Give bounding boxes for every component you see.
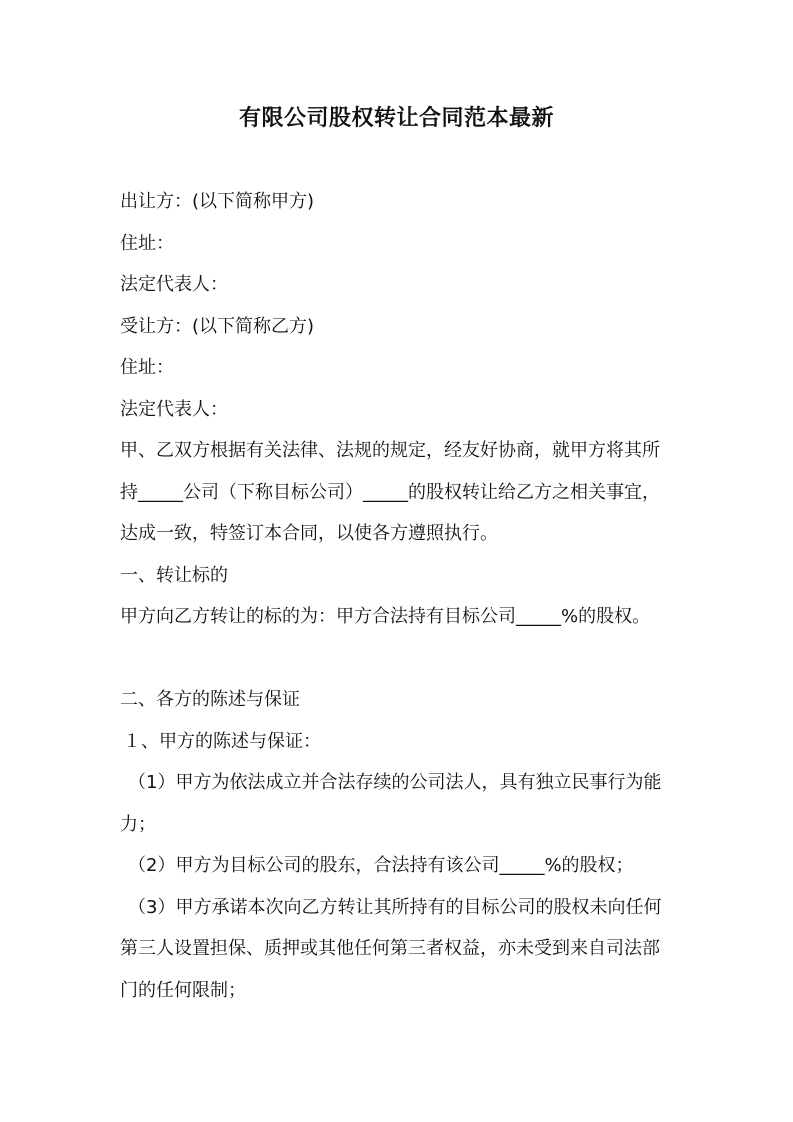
section-heading: 二、各方的陈述与保证 <box>120 689 300 710</box>
clause-line: （3）甲方承诺本次向乙方转让其所持有的目标公司的股权未向任何 <box>128 896 662 918</box>
document-title: 有限公司股权转让合同范本最新 <box>238 106 554 131</box>
clause-line: 门的任何限制； <box>120 979 246 1001</box>
clause-line: 第三人设置担保、质押或其他任何第三者权益，亦未受到来自司法部 <box>120 938 660 959</box>
preamble-line: 甲、乙双方根据有关法律、法规的规定，经友好协商，就甲方将其所 <box>120 440 660 461</box>
preamble-line: 持_____公司（下称目标公司）_____的股权转让给乙方之相关事宜， <box>120 481 660 503</box>
clause-line: （2）甲方为目标公司的股东，合法持有该公司_____%的股权； <box>128 855 634 876</box>
transferor-legal-rep-line: 法定代表人： <box>120 274 228 295</box>
transferee-legal-rep-line: 法定代表人： <box>120 398 228 420</box>
clause-line: 力； <box>120 813 156 835</box>
section-text: 甲方向乙方转让的标的为：甲方合法持有目标公司_____%的股权。 <box>120 606 651 627</box>
transferor-address-line: 住址： <box>120 232 174 254</box>
section-heading: 一、转让标的 <box>120 564 228 586</box>
subsection-heading: １、甲方的陈述与保证： <box>123 730 321 752</box>
transferee-line: 受让方：(以下简称乙方) <box>120 315 315 337</box>
transferor-line: 出让方：(以下简称甲方) <box>120 191 315 212</box>
document-body <box>120 181 678 1011</box>
clause-line: （1）甲方为依法成立并合法存续的公司法人，具有独立民事行为能 <box>128 772 662 793</box>
transferee-address-line: 住址： <box>120 357 174 378</box>
preamble-line: 达成一致，特签订本合同，以使各方遵照执行。 <box>120 523 498 544</box>
